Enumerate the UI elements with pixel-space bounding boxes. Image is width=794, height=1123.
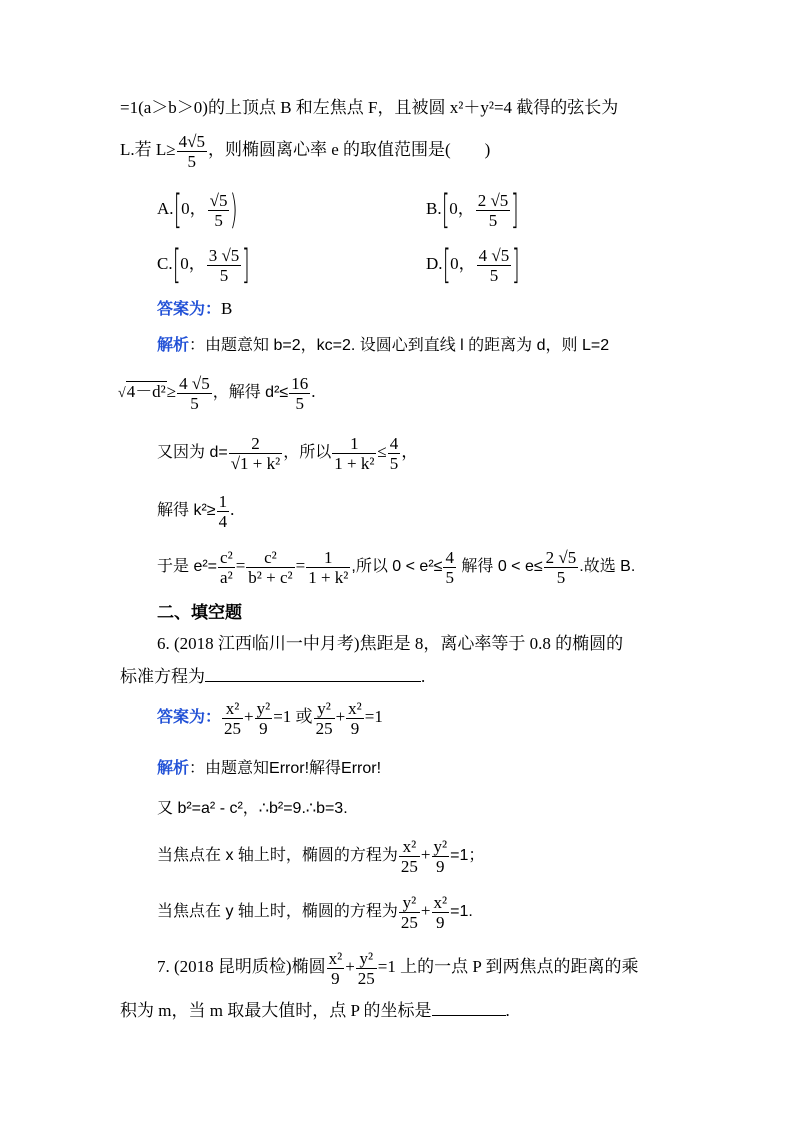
q5-l2-frac (177, 132, 207, 171)
frac (222, 699, 243, 738)
le-sign: ≤ (377, 442, 387, 461)
frac-num: x² (348, 698, 362, 718)
frac-den: 25 (315, 718, 333, 738)
option-zero: 0， (181, 199, 207, 218)
option-c-frac (207, 246, 242, 285)
frac (432, 837, 450, 876)
frac-num: x² (222, 699, 243, 719)
analysis-text: 解得 k²≥ (157, 502, 216, 519)
q5-line1: =1(a＞b＞0)的上顶点 B 和左焦点 F，且被圆 x²＋y²=4 截得的弦长为 (120, 98, 619, 117)
frac-den: 5 (556, 567, 566, 587)
answer-text: =1 (364, 707, 383, 726)
close-bracket: ] (512, 242, 520, 289)
frac-den: 1 + k² (308, 567, 349, 587)
open-bracket: [ (441, 187, 450, 234)
section-heading: 二、填空题 (157, 603, 242, 622)
analysis-text: ,所以 0 < e²≤ (351, 558, 443, 575)
frac (356, 949, 377, 988)
analysis-text: ：由题意知Error!解得Error! (189, 760, 382, 777)
analysis-text: 又因为 d= (157, 444, 228, 461)
q5-analysis-line4 (157, 487, 234, 534)
analysis-text: 解得 0 < e≤ (456, 558, 543, 575)
q5-l2-text: L.若 L≥ (120, 140, 176, 159)
frac-den: 9 (350, 718, 360, 738)
frac-den: 5 (187, 151, 197, 171)
frac-num: 2 √5 (477, 190, 509, 210)
analysis-text: ，所以 (283, 444, 332, 461)
q6-analysis-line1 (157, 757, 381, 780)
close-paren: ) (230, 187, 239, 234)
period: . (505, 1001, 510, 1020)
close-bracket: ] (511, 187, 520, 234)
analysis-label: 解析 (157, 760, 190, 777)
frac-num: y² (399, 893, 420, 913)
option-a-label: A. (157, 199, 174, 218)
analysis-label: 解析 (157, 337, 190, 354)
frac-den: 9 (436, 856, 445, 876)
q6-line2 (120, 666, 425, 688)
frac-num: 1 (306, 548, 350, 568)
frac-num: x² (399, 837, 420, 857)
frac-num: y² (433, 836, 448, 856)
frac (289, 374, 310, 413)
frac-num: √5 (209, 190, 228, 210)
frac-num: y² (314, 699, 335, 719)
frac-num: y² (256, 698, 271, 718)
frac (544, 548, 579, 587)
frac-num: 4√5 (178, 131, 205, 151)
q6-analysis-line2: 又 b²=a² - c²，∴b²=9.∴b=3. (157, 800, 348, 817)
sqrt-sign: √ (118, 386, 126, 401)
answer-blank[interactable] (432, 1015, 506, 1016)
q5-answer (157, 298, 232, 321)
frac-num: y² (356, 949, 377, 969)
option-zero: 0， (449, 199, 475, 218)
frac-den: 1 + k² (334, 453, 375, 473)
frac-den: 9 (331, 968, 340, 988)
equals: = (295, 556, 306, 575)
analysis-text: ：由题意知 b=2，kc=2. 设圆心到直线 l 的距离为 d，则 L=2 (189, 337, 610, 354)
q6-line1: 6. (2018 江西临川一中月考)焦距是 8，离心率等于 0.8 的椭圆的 (157, 634, 624, 653)
plus: + (335, 707, 346, 726)
frac-num: x² (433, 892, 448, 912)
frac (229, 434, 283, 473)
option-zero: 0， (450, 254, 476, 273)
frac-num: 3 √5 (208, 245, 240, 265)
frac (346, 699, 364, 738)
option-a (157, 186, 238, 232)
frac-num: 4 √5 (478, 245, 510, 265)
analysis-text: 于是 e²= (157, 558, 218, 575)
analysis-text: ，解得 d²≤ (212, 384, 289, 401)
frac-den: 5 (190, 393, 199, 413)
plus: + (345, 957, 355, 976)
period: . (230, 500, 235, 519)
analysis-text: .故选 B. (579, 558, 636, 575)
frac (177, 374, 212, 413)
q7-text: 积为 m，当 m 取最大值时，点 P 的坐标是 (120, 1001, 432, 1020)
frac-den: 5 (389, 453, 399, 473)
frac-num: 2 (229, 434, 283, 454)
q7-text: 7. (2018 昆明质检)椭圆 (157, 957, 326, 976)
option-b-frac (476, 191, 511, 230)
analysis-text: 当焦点在 x 轴上时，椭圆的方程为 (157, 847, 398, 864)
q7-text: =1 上的一点 P 到两焦点的距离的乘 (377, 957, 639, 976)
answer-label: 答案为： (157, 301, 222, 318)
frac-den: a² (220, 567, 233, 587)
frac-den: 5 (295, 393, 304, 413)
q7-line2 (120, 1000, 510, 1022)
q6-l2-text: 标准方程为 (120, 667, 205, 686)
frac-den: 9 (436, 912, 445, 932)
plus: + (244, 707, 254, 726)
frac-num: x² (328, 948, 343, 968)
equals: = (235, 556, 246, 575)
option-c-label: C. (157, 254, 173, 273)
frac (399, 837, 420, 876)
q5-analysis-line1 (157, 334, 609, 357)
frac-num: 4 (445, 547, 454, 567)
frac-num: 4 √5 (179, 373, 210, 393)
option-b-label: B. (426, 199, 442, 218)
frac-num: 2 √5 (545, 547, 577, 567)
answer-label: 答案为： (157, 709, 222, 726)
q5-analysis-line5 (157, 542, 635, 591)
frac-num: 16 (291, 373, 309, 393)
close-bracket: ] (242, 242, 251, 289)
option-d (426, 241, 520, 287)
frac (306, 548, 350, 587)
frac-den: 25 (400, 856, 418, 876)
q5-analysis-line2 (118, 368, 315, 418)
frac-den: 25 (400, 912, 418, 932)
frac-num: c² (246, 548, 294, 568)
option-b (426, 186, 519, 232)
open-bracket: [ (442, 242, 451, 289)
q6-analysis-line4 (157, 888, 473, 935)
option-d-label: D. (426, 254, 443, 273)
q7-line1 (157, 944, 638, 990)
frac-den: √1 + k² (230, 453, 281, 473)
q5-line2 (120, 128, 490, 172)
answer-value: B (221, 299, 233, 318)
frac (432, 893, 450, 932)
frac-den: b² + c² (248, 567, 293, 587)
analysis-text: =1； (450, 847, 485, 864)
q5-analysis-line3 (157, 428, 418, 477)
frac-den: 5 (488, 210, 498, 230)
plus: + (420, 845, 431, 864)
q6-analysis-line3 (157, 832, 484, 879)
frac (255, 699, 273, 738)
frac (388, 434, 401, 473)
frac-den: 5 (219, 265, 229, 285)
option-d-frac (477, 246, 512, 285)
comma: ， (401, 442, 419, 461)
open-bracket: [ (173, 187, 182, 234)
frac (399, 893, 420, 932)
frac-den: 9 (259, 718, 268, 738)
frac-num: 1 (218, 491, 228, 511)
option-c (157, 241, 250, 287)
analysis-text: 当焦点在 y 轴上时，椭圆的方程为 (157, 903, 398, 920)
frac (327, 949, 345, 988)
frac-num: c² (220, 547, 233, 567)
frac (218, 548, 235, 587)
q5-l2-text-b: ，则椭圆离心率 e 的取值范围是( ) (207, 140, 491, 159)
radicand: 4－d² (126, 382, 166, 401)
frac-den: 4 (218, 511, 228, 531)
option-a-frac (208, 191, 230, 230)
q6-answer (157, 694, 383, 741)
period: . (421, 667, 426, 686)
ge-sign: ≥ (166, 382, 177, 401)
frac-num: 4 (389, 433, 399, 453)
frac (443, 548, 456, 587)
answer-blank[interactable] (205, 681, 421, 682)
frac-den: 5 (489, 265, 499, 285)
analysis-text: =1. (450, 903, 473, 920)
answer-text: =1 或 (273, 707, 313, 726)
open-bracket: [ (172, 242, 181, 289)
frac-den: 25 (224, 718, 242, 738)
frac (246, 548, 294, 587)
frac-den: 25 (357, 968, 375, 988)
frac-den: 5 (214, 210, 223, 230)
frac-den: 5 (445, 567, 454, 587)
frac-num: 1 (332, 434, 376, 454)
frac (217, 492, 230, 531)
plus: + (420, 901, 431, 920)
frac (332, 434, 376, 473)
period: . (311, 382, 316, 401)
frac (314, 699, 335, 738)
option-zero: 0， (180, 254, 206, 273)
